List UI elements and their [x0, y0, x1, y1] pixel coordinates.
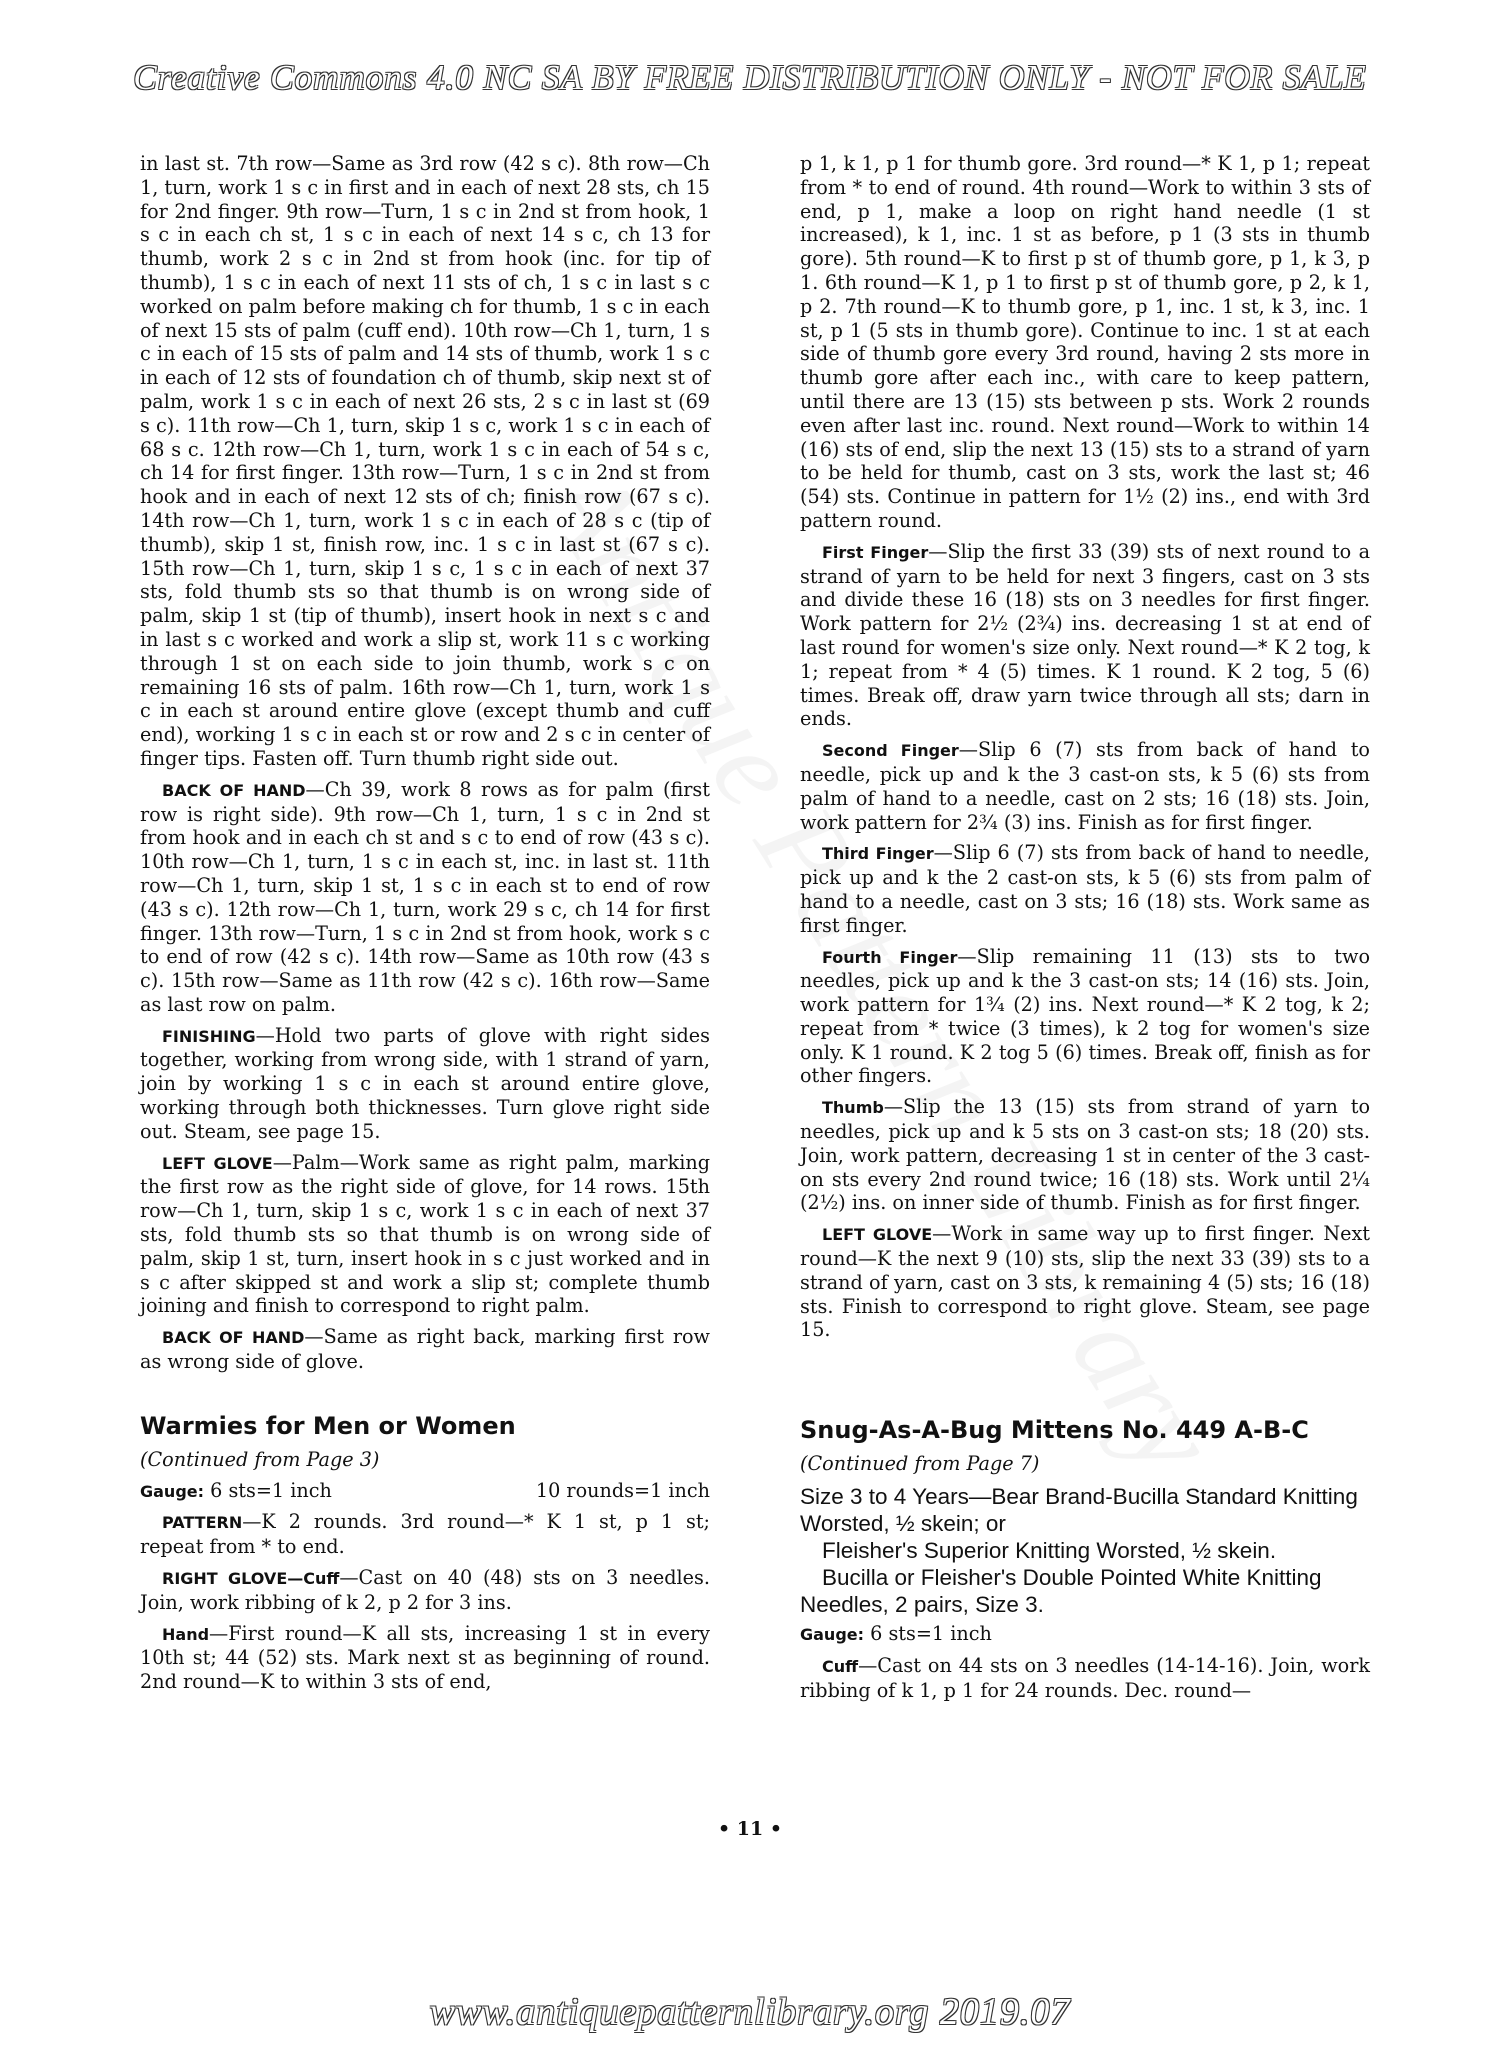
thumb-gore-instructions: p 1, k 1, p 1 for thumb gore. 3rd round—* K 1, p 1; repeat from * to end of round. 4th round—Work to within 3 sts of end, p 1, make a loop on right hand needle (1 st increased), k 1, inc. 1 st as before, p 1 (3 sts in thumb gore). 5th round—K to first p st of thumb gore, p 1, k 3, p 1. 6th round—K 1, p 1 to first p st of thumb gore, p 2, k 1, p 2. 7th round—K to thumb gore, p 1, inc. 1 st, k 3, inc. 1 st, p 1 (5 sts in thumb gore). Continue to inc. 1 st at each side of thumb gore every 3rd round, having 2 sts more in thumb gore after each inc., with care to keep pattern, until there are 13 (15) sts between p sts. Work 2 rounds even after last inc. round. Next round—Work to within 14 (16) sts of end, slip the next 13 (15) sts to a strand of yarn to be held for thumb, cast on 3 sts, work the last st; 46 (54) sts. Continue in pattern for 1½ (2) ins., end with 3rd pattern round.: [800, 152, 1370, 532]
thumb-text: —Slip the 13 (15) sts from strand of yarn to needles, pick up and k 5 sts on 3 cast-on sts; 18 (20) sts. Join, work pattern, decreasing 1 st in center of the 3 cast-on sts every 2nd round twice; 16 (18) sts. Work until 2¼ (2½) ins. on inner side of thumb. Finish as for first finger.: [800, 1095, 1370, 1215]
materials-line-2: Fleisher's Superior Knitting Worsted, ½ skein.: [822, 1538, 1277, 1564]
gauge-stitches: 6 sts=1 inch: [210, 1478, 332, 1502]
hand-text: —First round—K all sts, increasing 1 st in every 10th st; 44 (52) sts. Mark next st as beginning of round. 2nd round—K to within 3 sts of end,: [140, 1621, 710, 1694]
back-of-hand-heading: BACK OF HAND: [162, 780, 306, 800]
page-number: • 11 •: [718, 1818, 782, 1840]
mittens-materials: [800, 1483, 1370, 1618]
finishing-text: —Hold two parts of glove with right sides together, working from wrong side, with 1 strand of yarn, join by working 1 s c in each st around entire glove, working through both thicknesses. Turn glove right side out. Steam, see page 15.: [140, 1023, 710, 1143]
left-glove-heading: LEFT GLOVE: [162, 1153, 273, 1173]
right-glove-text: —Cast on 40 (48) sts on 3 needles. Join, work ribbing of k 2, p 2 for 3 ins.: [140, 1566, 710, 1614]
mittens-gauge-text: 6 sts=1 inch: [870, 1622, 992, 1646]
hand-paragraph: [140, 1622, 710, 1694]
right-column: [800, 152, 1370, 1709]
left-column: [140, 152, 710, 1701]
thumb-paragraph: [800, 1095, 1370, 1215]
mittens-gauge-heading: Gauge:: [800, 1625, 865, 1645]
gauge-rounds: 10 rounds=1 inch: [535, 1478, 710, 1502]
first-finger-heading: First Finger: [822, 542, 929, 562]
mittens-section-title: Snug-As-A-Bug Mittens No. 449 A-B-C: [800, 1416, 1309, 1445]
second-finger-paragraph: [800, 738, 1370, 834]
right-glove-heading: RIGHT GLOVE—Cuff: [162, 1569, 340, 1589]
back-of-hand-text: —Ch 39, work 8 rows as for palm (first row is right side). 9th row—Ch 1, turn, 1 s c in 2nd st from hook and in each ch st and s c to end of row (43 s c). 10th row—Ch 1, turn, 1 s c in each st, inc. in last st. 11th row—Ch 1, turn, skip 1 st, 1 s c in each st to end of row (43 s c). 12th row—Ch 1, turn, work 29 s c, ch 14 for first finger. 13th row—Turn, 1 s c in 2nd st from hook, work s c to end of row (42 s c). 14th row—Same as 10th row (43 s c). 15th row—Same as 11th row (42 s c). 16th row—Same as last row on palm.: [140, 777, 710, 1016]
second-finger-heading: Second Finger: [822, 741, 959, 761]
warmies-gauge: [140, 1479, 710, 1504]
left-glove-paragraph: [140, 1151, 710, 1319]
mittens-gauge: [800, 1622, 1370, 1647]
pattern-text: —K 2 rounds. 3rd round—* K 1 st, p 1 st; repeat from * to end.: [140, 1510, 710, 1559]
license-banner: Creative Commons 4.0 NC SA BY FREE DISTRIBUTION ONLY - NOT FOR SALE: [133, 58, 1367, 97]
materials-line-3: Bucilla or Fleisher's Double Pointed White Knitting Needles, 2 pairs, Size 3.: [800, 1565, 1322, 1618]
back-of-hand-left-heading: BACK OF HAND: [162, 1328, 305, 1348]
finishing-paragraph: [140, 1024, 710, 1144]
third-finger-text: —Slip 6 (7) sts from back of hand to needle, pick up and k the 2 cast-on sts, k 5 (6) sts from palm of hand to a needle, cast on 3 sts; 16 (18) sts. Work same as first finger.: [800, 841, 1371, 937]
materials-line-1: Size 3 to 4 Years—Bear Brand-Bucilla Standard Knitting Worsted, ½ skein; or: [800, 1484, 1358, 1537]
third-finger-heading: Third Finger: [822, 844, 934, 864]
left-glove-mitten-heading: LEFT GLOVE: [822, 1225, 933, 1245]
back-of-hand-left-paragraph: [140, 1325, 710, 1374]
gauge-heading: Gauge:: [140, 1481, 205, 1501]
left-glove-text: —Palm—Work same as right palm, marking the first row as the right side of glove, for 14 rows. 15th row—Ch 1, turn, skip 1 s c, work 1 s c in each of next 37 sts, fold thumb sts so that thumb is on wrong side of palm, skip 1 st, turn, insert hook in s c just worked and in s c after skipped st and work a slip st; complete thumb joining and finish to correspond to right palm.: [140, 1150, 710, 1318]
third-finger-paragraph: [800, 841, 1370, 937]
back-of-hand-left-text: —Same as right back, marking first row as wrong side of glove.: [140, 1325, 710, 1374]
second-finger-text: —Slip 6 (7) sts from back of hand to needle, pick up and k the 3 cast-on sts, k 5 (6) sts from palm of hand to a needle, cast on 2 sts; 16 (18) sts. Join, work pattern for 2¾ (3) ins. Finish as for first finger.: [800, 738, 1370, 834]
fourth-finger-heading: Fourth Finger: [822, 947, 958, 967]
right-glove-paragraph: [140, 1566, 710, 1615]
fourth-finger-paragraph: [800, 945, 1370, 1089]
cuff-heading: Cuff: [822, 1656, 859, 1676]
left-glove-mitten-text: —Work in same way up to first finger. Next round—K the next 9 (10) sts, slip the next 33 (39) sts to a strand of yarn, cast on 3 sts, k remaining 4 (5) sts; 16 (18) sts. Finish to correspond to right glove. Steam, see page 15.: [800, 1222, 1370, 1342]
cuff-text: —Cast on 44 sts on 3 needles (14-14-16). Join, work ribbing of k 1, p 1 for 24 rounds. Dec. round—: [800, 1653, 1370, 1702]
footer-url: www.antiquepatternlibrary.org 2019.07: [429, 1991, 1071, 2033]
first-finger-paragraph: [800, 540, 1370, 731]
cuff-paragraph: [800, 1654, 1370, 1703]
pattern-heading: PATTERN: [162, 1513, 243, 1533]
pattern-paragraph: [140, 1510, 710, 1559]
thumb-heading: Thumb: [822, 1098, 884, 1118]
finishing-heading: FINISHING: [162, 1026, 256, 1046]
palm-instructions: in last st. 7th row—Same as 3rd row (42 s c). 8th row—Ch 1, turn, work 1 s c in first and in each of next 28 sts, ch 15 for 2nd finger. 9th row—Turn, 1 s c in 2nd st from hook, 1 s c in each ch st, 1 s c in each of next 14 s c, ch 13 for thumb, work 2 s c in 2nd st from hook (inc. for tip of thumb), 1 s c in each of next 11 sts of ch, 1 s c in last s c worked on palm before making ch for thumb, 1 s c in each of next 15 sts of palm (cuff end). 10th row—Ch 1, turn, 1 s c in each of 15 sts of palm and 14 sts of thumb, work 1 s c in each of 12 sts of foundation ch of thumb, skip next st of palm, work 1 s c in each of next 26 sts, 2 s c in last st (69 s c). 11th row—Ch 1, turn, skip 1 s c, work 1 s c in each of 68 s c. 12th row—Ch 1, turn, work 1 s c in each of 54 s c, ch 14 for first finger. 13th row—Turn, 1 s c in 2nd st from hook and in each of next 12 sts of ch; finish row (67 s c). 14th row—Ch 1, turn, work 1 s c in each of 28 s c (tip of thumb), skip 1 st, finish row, inc. 1 s c in last st (67 s c). 15th row—Ch 1, turn, skip 1 s c, 1 s c in each of next 37 sts, fold thumb sts so that thumb is on wrong side of palm, skip 1 st (tip of thumb), insert hook in next s c and in last s c worked and work a slip st, work 11 s c working through 1 st on each side to join thumb, work s c on remaining 16 sts of palm. 16th row—Ch 1, turn, work 1 s c in each st around entire glove (except thumb and cuff end), working 1 s c in each st or row and 2 s c in center of finger tips. Fasten off. Turn thumb right side out.: [140, 152, 710, 770]
fourth-finger-text: —Slip remaining 11 (13) sts to two needles, pick up and k the 3 cast-on sts; 14 (16) sts. Join, work pattern for 1¾ (2) ins. Next round—* K 2 tog, k 2; repeat from * twice (3 times), k 2 tog for women's size only. K 1 round. K 2 tog 5 (6) times. Break off, finish as for other fingers.: [800, 944, 1370, 1088]
hand-heading: Hand: [162, 1624, 210, 1644]
mittens-section-subtitle: (Continued from Page 7): [800, 1452, 1040, 1476]
left-glove-mitten-paragraph: [800, 1222, 1370, 1342]
first-finger-text: —Slip the first 33 (39) sts of next round to a strand of yarn to be held for next 3 fingers, cast on 3 sts and divide these 16 (18) sts on 3 needles for first finger. Work pattern for 2½ (2¾) ins. decreasing 1 st at end of last round for women's size only. Next round—* K 2 tog, k 1; repeat from * 4 (5) times. K 1 round. K 2 tog, 5 (6) times. Break off, draw yarn twice through all sts; darn in ends.: [800, 539, 1371, 731]
warmies-section-subtitle: (Continued from Page 3): [140, 1447, 380, 1471]
back-of-hand-paragraph: [140, 778, 710, 1017]
warmies-section-title: Warmies for Men or Women: [140, 1411, 516, 1440]
